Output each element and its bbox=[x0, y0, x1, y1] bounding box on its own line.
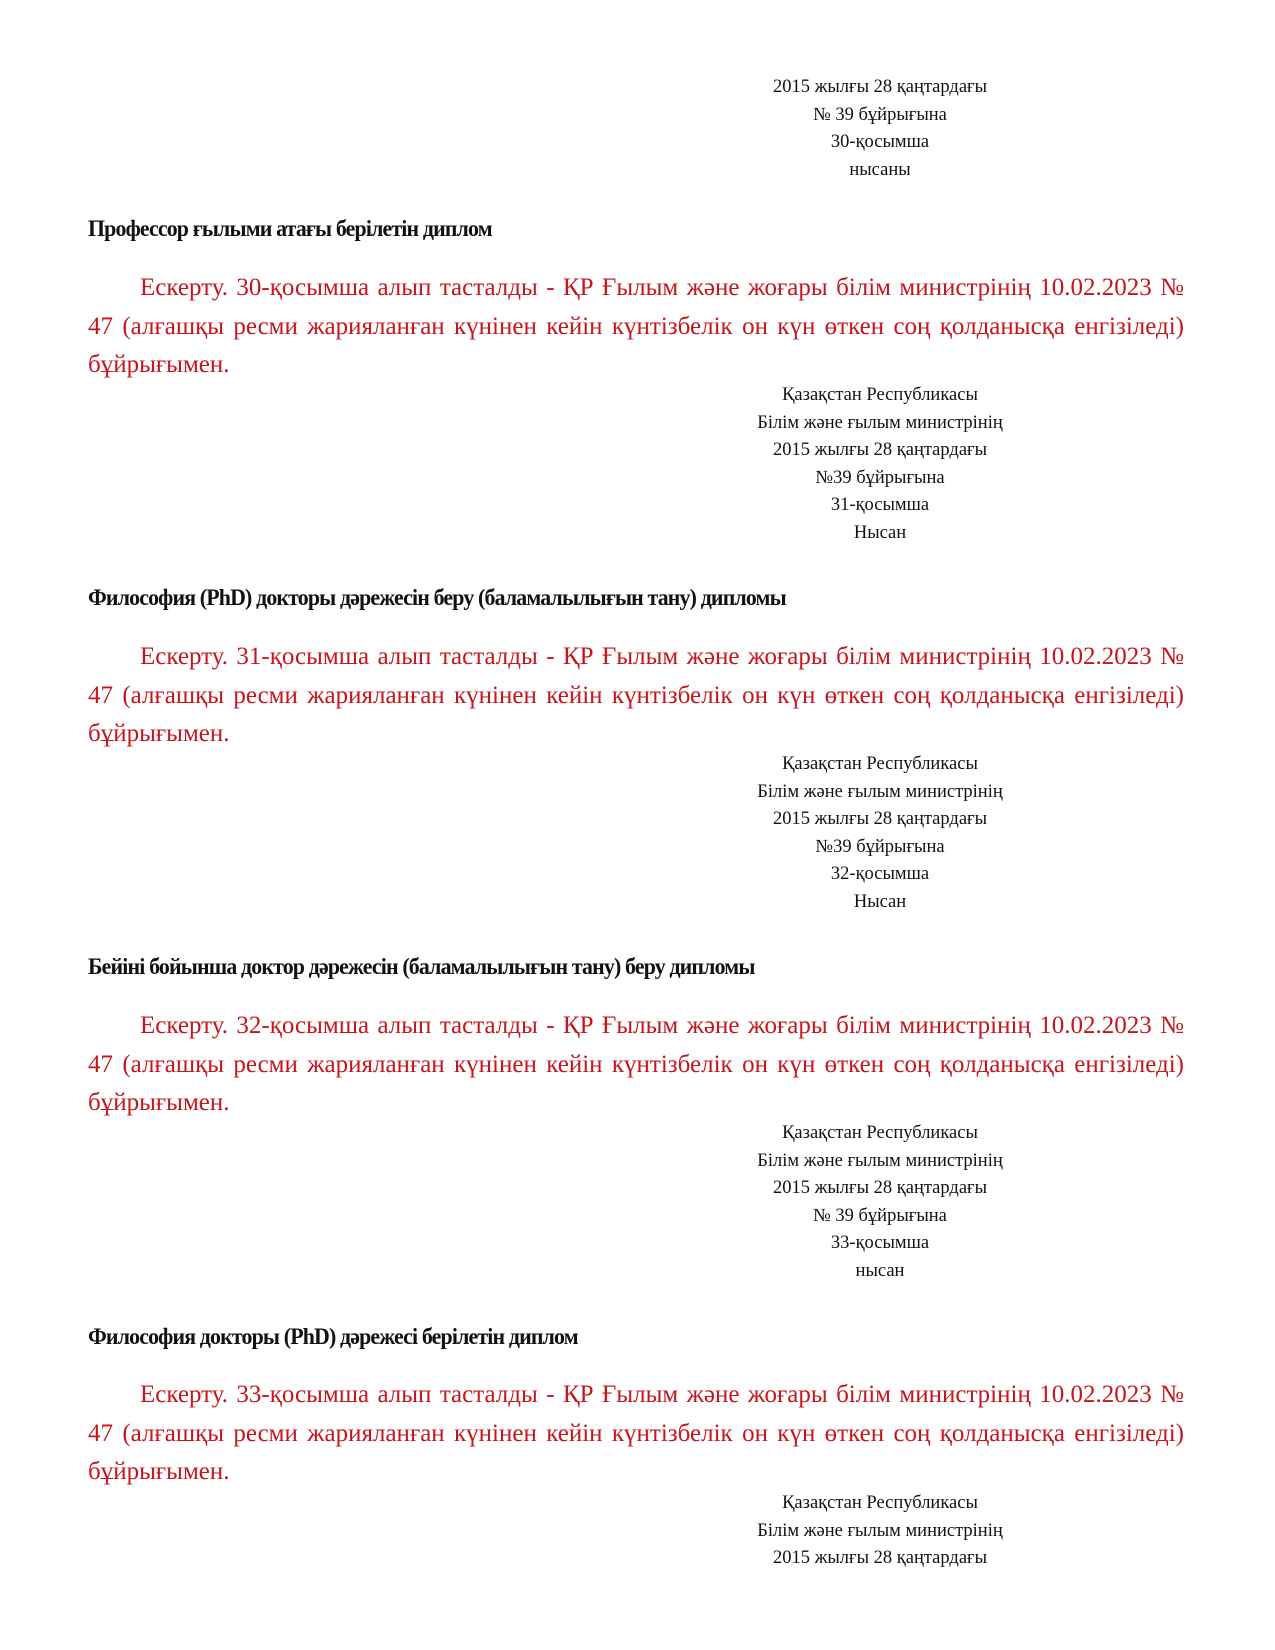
note-line: 33-қосымша bbox=[830, 1233, 930, 1253]
note-line: №39 бұйрығына bbox=[815, 836, 945, 857]
note-line: 2015 жылғы 28 қаңтардағы bbox=[772, 1548, 988, 1568]
note-line: Білім және ғылым министрінің bbox=[757, 1150, 1003, 1171]
note-line: Білім және ғылым министрінің bbox=[757, 1520, 1003, 1541]
note-line: Білім және ғылым министрінің bbox=[757, 781, 1003, 802]
note-line: нысаны bbox=[849, 159, 911, 180]
appendix-note-34 bbox=[640, 1490, 1120, 1573]
appendix-note-30 bbox=[640, 74, 1120, 184]
note-line: Қазақстан Республикасы bbox=[782, 1123, 978, 1143]
note-line: 31-қосымша bbox=[830, 495, 930, 515]
note-line: Нысан bbox=[853, 891, 907, 912]
section-heading: Философия (PhD) докторы дәрежесін беру (баламалылығын тану) дипломы bbox=[88, 585, 786, 611]
note-line: Қазақстан Республикасы bbox=[782, 754, 978, 774]
note-line: 2015 жылғы 28 қаңтардағы bbox=[772, 440, 988, 460]
remark-paragraph: Ескерту. 33-қосымша алып тасталды - ҚР Ғылым және жоғары білім министрінің 10.02.2023 № 47 (алғашқы ресми жарияланған күнінен кейін күнтізбелік он күн өткен соң қолданысқа енгізіледі) бұйрығымен. bbox=[88, 1381, 1184, 1485]
note-line: №39 бұйрығына bbox=[815, 467, 945, 488]
remark-paragraph: Ескерту. 31-қосымша алып тасталды - ҚР Ғылым және жоғары білім министрінің 10.02.2023 № 47 (алғашқы ресми жарияланған күнінен кейін күнтізбелік он күн өткен соң қолданысқа енгізіледі) бұйрығымен. bbox=[88, 643, 1184, 747]
note-line: Қазақстан Республикасы bbox=[782, 1493, 978, 1513]
appendix-note-33 bbox=[640, 1120, 1120, 1285]
note-line: Қазақстан Республикасы bbox=[782, 385, 978, 405]
remark-paragraph: Ескерту. 32-қосымша алып тасталды - ҚР Ғылым және жоғары білім министрінің 10.02.2023 № 47 (алғашқы ресми жарияланған күнінен кейін күнтізбелік он күн өткен соң қолданысқа енгізіледі) бұйрығымен. bbox=[88, 1012, 1184, 1116]
note-line: 30-қосымша bbox=[830, 132, 930, 152]
note-line: 2015 жылғы 28 қаңтардағы bbox=[772, 809, 988, 829]
appendix-note-31 bbox=[640, 382, 1120, 547]
section-heading: Философия докторы (PhD) дәрежесі берілетін диплом bbox=[88, 1324, 578, 1350]
note-line: № 39 бұйрығына bbox=[813, 1205, 947, 1226]
note-line: 32-қосымша bbox=[830, 864, 930, 884]
section-heading: Бейіні бойынша доктор дәрежесін (баламалылығын тану) беру дипломы bbox=[88, 954, 755, 980]
note-line: 2015 жылғы 28 қаңтардағы bbox=[772, 1178, 988, 1198]
appendix-note-32 bbox=[640, 751, 1120, 916]
note-line: № 39 бұйрығына bbox=[813, 104, 947, 125]
note-line: Білім және ғылым министрінің bbox=[757, 412, 1003, 433]
section-heading: Профессор ғылыми атағы берілетін диплом bbox=[88, 216, 492, 242]
note-line: 2015 жылғы 28 қаңтардағы bbox=[772, 77, 988, 97]
note-line: Нысан bbox=[853, 522, 907, 543]
note-line: нысан bbox=[855, 1260, 905, 1281]
remark-paragraph: Ескерту. 30-қосымша алып тасталды - ҚР Ғылым және жоғары білім министрінің 10.02.2023 № 47 (алғашқы ресми жарияланған күнінен кейін күнтізбелік он күн өткен соң қолданысқа енгізіледі) бұйрығымен. bbox=[88, 274, 1184, 378]
